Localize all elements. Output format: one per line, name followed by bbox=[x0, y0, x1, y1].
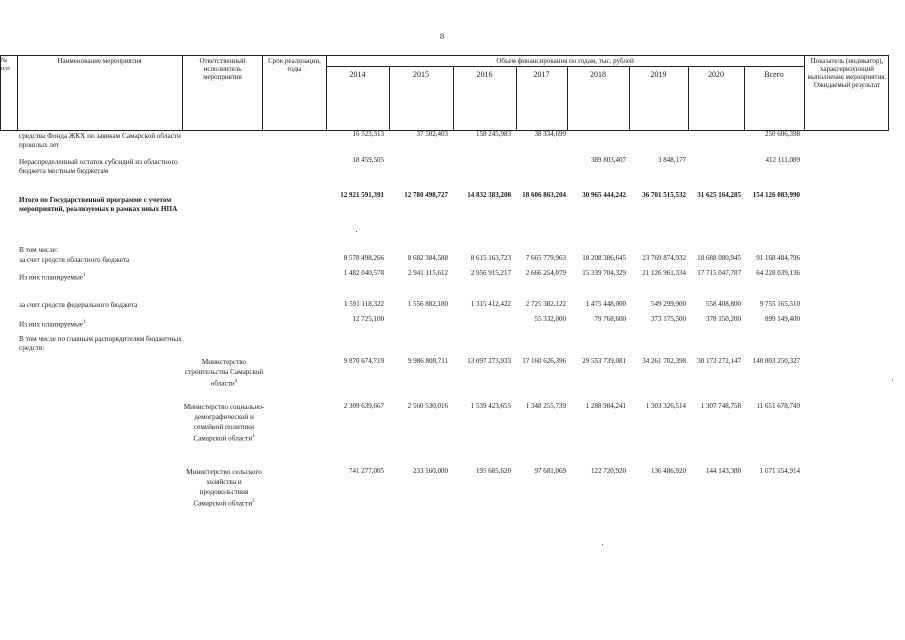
value-cell: 1 482 040,578 bbox=[343, 269, 384, 277]
value-cell: 1 288 984,241 bbox=[585, 402, 626, 410]
value-cell: 15 339 704,329 bbox=[582, 269, 626, 277]
header-col-indicator: Показатель (индикатор), характеризующий выполнение мероприятия. Ожидаемый результат bbox=[807, 57, 887, 89]
value-cell: 2 725 382,122 bbox=[525, 300, 566, 308]
value-cell: 18 208 386,645 bbox=[582, 254, 626, 262]
value-cell: 12 725,100 bbox=[352, 315, 384, 323]
responsible-construction-sup: 4 bbox=[234, 379, 238, 384]
value-cell: 158 245,983 bbox=[476, 130, 511, 138]
value-cell: 30 173 272,147 bbox=[697, 357, 741, 365]
value-cell: 2 666 254,079 bbox=[525, 269, 566, 277]
header-col-name: Наименование мероприятия bbox=[57, 57, 142, 65]
responsible-social bbox=[183, 402, 265, 443]
value-cell: 1 315 412,422 bbox=[470, 300, 511, 308]
value-cell: 18 606 863,204 bbox=[522, 191, 566, 199]
value-cell: 122 720,920 bbox=[591, 467, 626, 475]
value-cell: 37 502,403 bbox=[416, 130, 448, 138]
value-cell: 9 986 808,711 bbox=[408, 357, 448, 365]
year-2020: 2020 bbox=[708, 70, 724, 79]
value-cell: 30 965 444,242 bbox=[582, 191, 626, 199]
year-2019: 2019 bbox=[650, 70, 667, 79]
value-cell: 64 228 039,136 bbox=[756, 269, 800, 277]
row-label-regional-planned-sup: 1 bbox=[82, 273, 86, 278]
value-cell: 3 848,177 bbox=[658, 156, 686, 164]
value-cell: 1 539 423,655 bbox=[470, 402, 511, 410]
value-cell: 144 143,380 bbox=[706, 467, 741, 475]
responsible-social-text: Министерство социально-демографической и семейной политики Самарской области bbox=[183, 403, 265, 443]
value-cell: 1 671 154,914 bbox=[759, 467, 800, 475]
value-cell: 12 921 591,391 bbox=[340, 191, 384, 199]
value-cell: 412 111,089 bbox=[765, 156, 800, 164]
value-cell: 1 475 448,000 bbox=[585, 300, 626, 308]
value-cell: 140 803 250,327 bbox=[752, 357, 800, 365]
value-cell: 250 606,398 bbox=[765, 130, 800, 138]
row-label-federal-planned bbox=[19, 318, 184, 329]
value-cell: 233 160,000 bbox=[413, 467, 448, 475]
header-col-volume: Объем финансирования по годам, тыс. рублей bbox=[496, 57, 634, 65]
row-label-total: Итого по Государственной программе с учетом мероприятий, реализуемых в рамках иных НПА bbox=[19, 196, 178, 213]
value-cell: 8 578 498,266 bbox=[343, 254, 384, 262]
value-cell: 11 651 678,749 bbox=[756, 402, 800, 410]
scan-dot bbox=[356, 231, 357, 232]
row-label-fund: средства Фонда ЖКХ по заявкам Самарской области прошлых лет bbox=[19, 132, 181, 149]
responsible-social-sup: 4 bbox=[252, 434, 255, 439]
year-2014: 2014 bbox=[349, 70, 366, 79]
value-cell: 97 681,069 bbox=[534, 467, 566, 475]
row-label-federal-planned-sup: 1 bbox=[82, 320, 86, 325]
value-cell: 12 780 498,727 bbox=[404, 191, 448, 199]
value-cell: 79 768,600 bbox=[594, 315, 626, 323]
value-cell: 18 459,505 bbox=[352, 156, 384, 164]
value-cell: 18 688 080,945 bbox=[697, 254, 741, 262]
value-cell: 2 941 115,612 bbox=[408, 269, 448, 277]
value-cell: 21 126 961,334 bbox=[642, 269, 686, 277]
value-cell: 1 303 326,514 bbox=[645, 402, 686, 410]
value-cell: 741 277,005 bbox=[349, 467, 384, 475]
row-label-unallocated: Нераспределенный остаток субсидий из областного бюджета местным бюджетам bbox=[19, 158, 178, 175]
row-label-regional-planned-text: Из них планируемые bbox=[19, 273, 83, 282]
scan-dot bbox=[602, 544, 603, 545]
row-label-regional: за счет средств областного бюджета bbox=[19, 256, 130, 264]
table-header bbox=[0, 55, 889, 130]
value-cell: 1 591 118,322 bbox=[344, 300, 384, 308]
responsible-agriculture bbox=[183, 467, 265, 508]
scan-dot bbox=[892, 379, 893, 380]
value-cell: 7 665 779,963 bbox=[525, 254, 566, 262]
row-label-federal-planned-text: Из них планируемые bbox=[19, 320, 83, 329]
value-cell: 2 956 915,217 bbox=[470, 269, 511, 277]
value-cell: 9 870 674,719 bbox=[343, 357, 384, 365]
year-2016: 2016 bbox=[476, 70, 493, 79]
value-cell: 16 523,313 bbox=[352, 130, 384, 138]
row-label-regional-planned bbox=[19, 271, 184, 282]
value-cell: 2 309 639,667 bbox=[343, 402, 384, 410]
value-cell: 55 332,000 bbox=[534, 315, 566, 323]
value-cell: 136 486,920 bbox=[651, 467, 686, 475]
header-col-term: Срок реализации, годы bbox=[268, 57, 321, 73]
value-cell: 23 769 874,932 bbox=[642, 254, 686, 262]
value-cell: 13 097 273,933 bbox=[467, 357, 511, 365]
responsible-agriculture-sup: 2 bbox=[252, 499, 255, 504]
value-cell: 2 560 530,016 bbox=[407, 402, 448, 410]
value-cell: 1 307 748,758 bbox=[700, 402, 741, 410]
value-cell: 14 832 383,208 bbox=[467, 191, 511, 199]
value-cell: 8 615 163,723 bbox=[470, 254, 511, 262]
value-cell: 1 348 255,739 bbox=[525, 402, 566, 410]
header-col-executor: Ответственный исполнитель мероприятия bbox=[199, 57, 246, 81]
value-cell: 549 299,900 bbox=[651, 300, 686, 308]
year-total: Всего bbox=[764, 70, 784, 79]
row-label-by-managers: В том числе по главным распорядителям бюджетных средств: bbox=[19, 335, 182, 352]
value-cell: 378 150,200 bbox=[706, 315, 741, 323]
value-cell: 17 160 626,396 bbox=[522, 357, 566, 365]
year-2017: 2017 bbox=[533, 70, 550, 79]
value-cell: 899 149,400 bbox=[765, 315, 800, 323]
value-cell: 373 175,500 bbox=[651, 315, 686, 323]
value-cell: 17 715 047,787 bbox=[697, 269, 741, 277]
value-cell: 29 553 739,081 bbox=[582, 357, 626, 365]
value-cell: 8 682 384,588 bbox=[407, 254, 448, 262]
responsible-construction bbox=[183, 357, 265, 388]
value-cell: 38 334,699 bbox=[534, 130, 566, 138]
header-col-number: № п/п bbox=[1, 57, 10, 72]
value-cell: 36 701 515,532 bbox=[642, 191, 686, 199]
value-cell: 389 803,407 bbox=[591, 156, 626, 164]
value-cell: 195 685,620 bbox=[476, 467, 511, 475]
year-2018: 2018 bbox=[590, 70, 606, 79]
value-cell: 1 556 882,180 bbox=[407, 300, 448, 308]
page-number: 8 bbox=[440, 32, 444, 41]
value-cell: 31 625 164,285 bbox=[697, 191, 741, 199]
year-2015: 2015 bbox=[413, 70, 429, 79]
value-cell: 91 168 484,796 bbox=[756, 254, 800, 262]
row-label-federal: за счет средств федерального бюджета bbox=[19, 301, 138, 309]
row-label-including: В том числе: bbox=[19, 246, 58, 254]
value-cell: 34 261 702,398 bbox=[642, 357, 686, 365]
value-cell: 9 755 165,510 bbox=[759, 300, 800, 308]
responsible-construction-text: Министерство строительства Самарской области bbox=[184, 358, 264, 388]
value-cell: 154 126 083,990 bbox=[752, 191, 800, 199]
responsible-agriculture-text: Министерство сельского хозяйства и продовольствия Самарской области bbox=[186, 468, 262, 508]
value-cell: 558 408,800 bbox=[706, 300, 741, 308]
